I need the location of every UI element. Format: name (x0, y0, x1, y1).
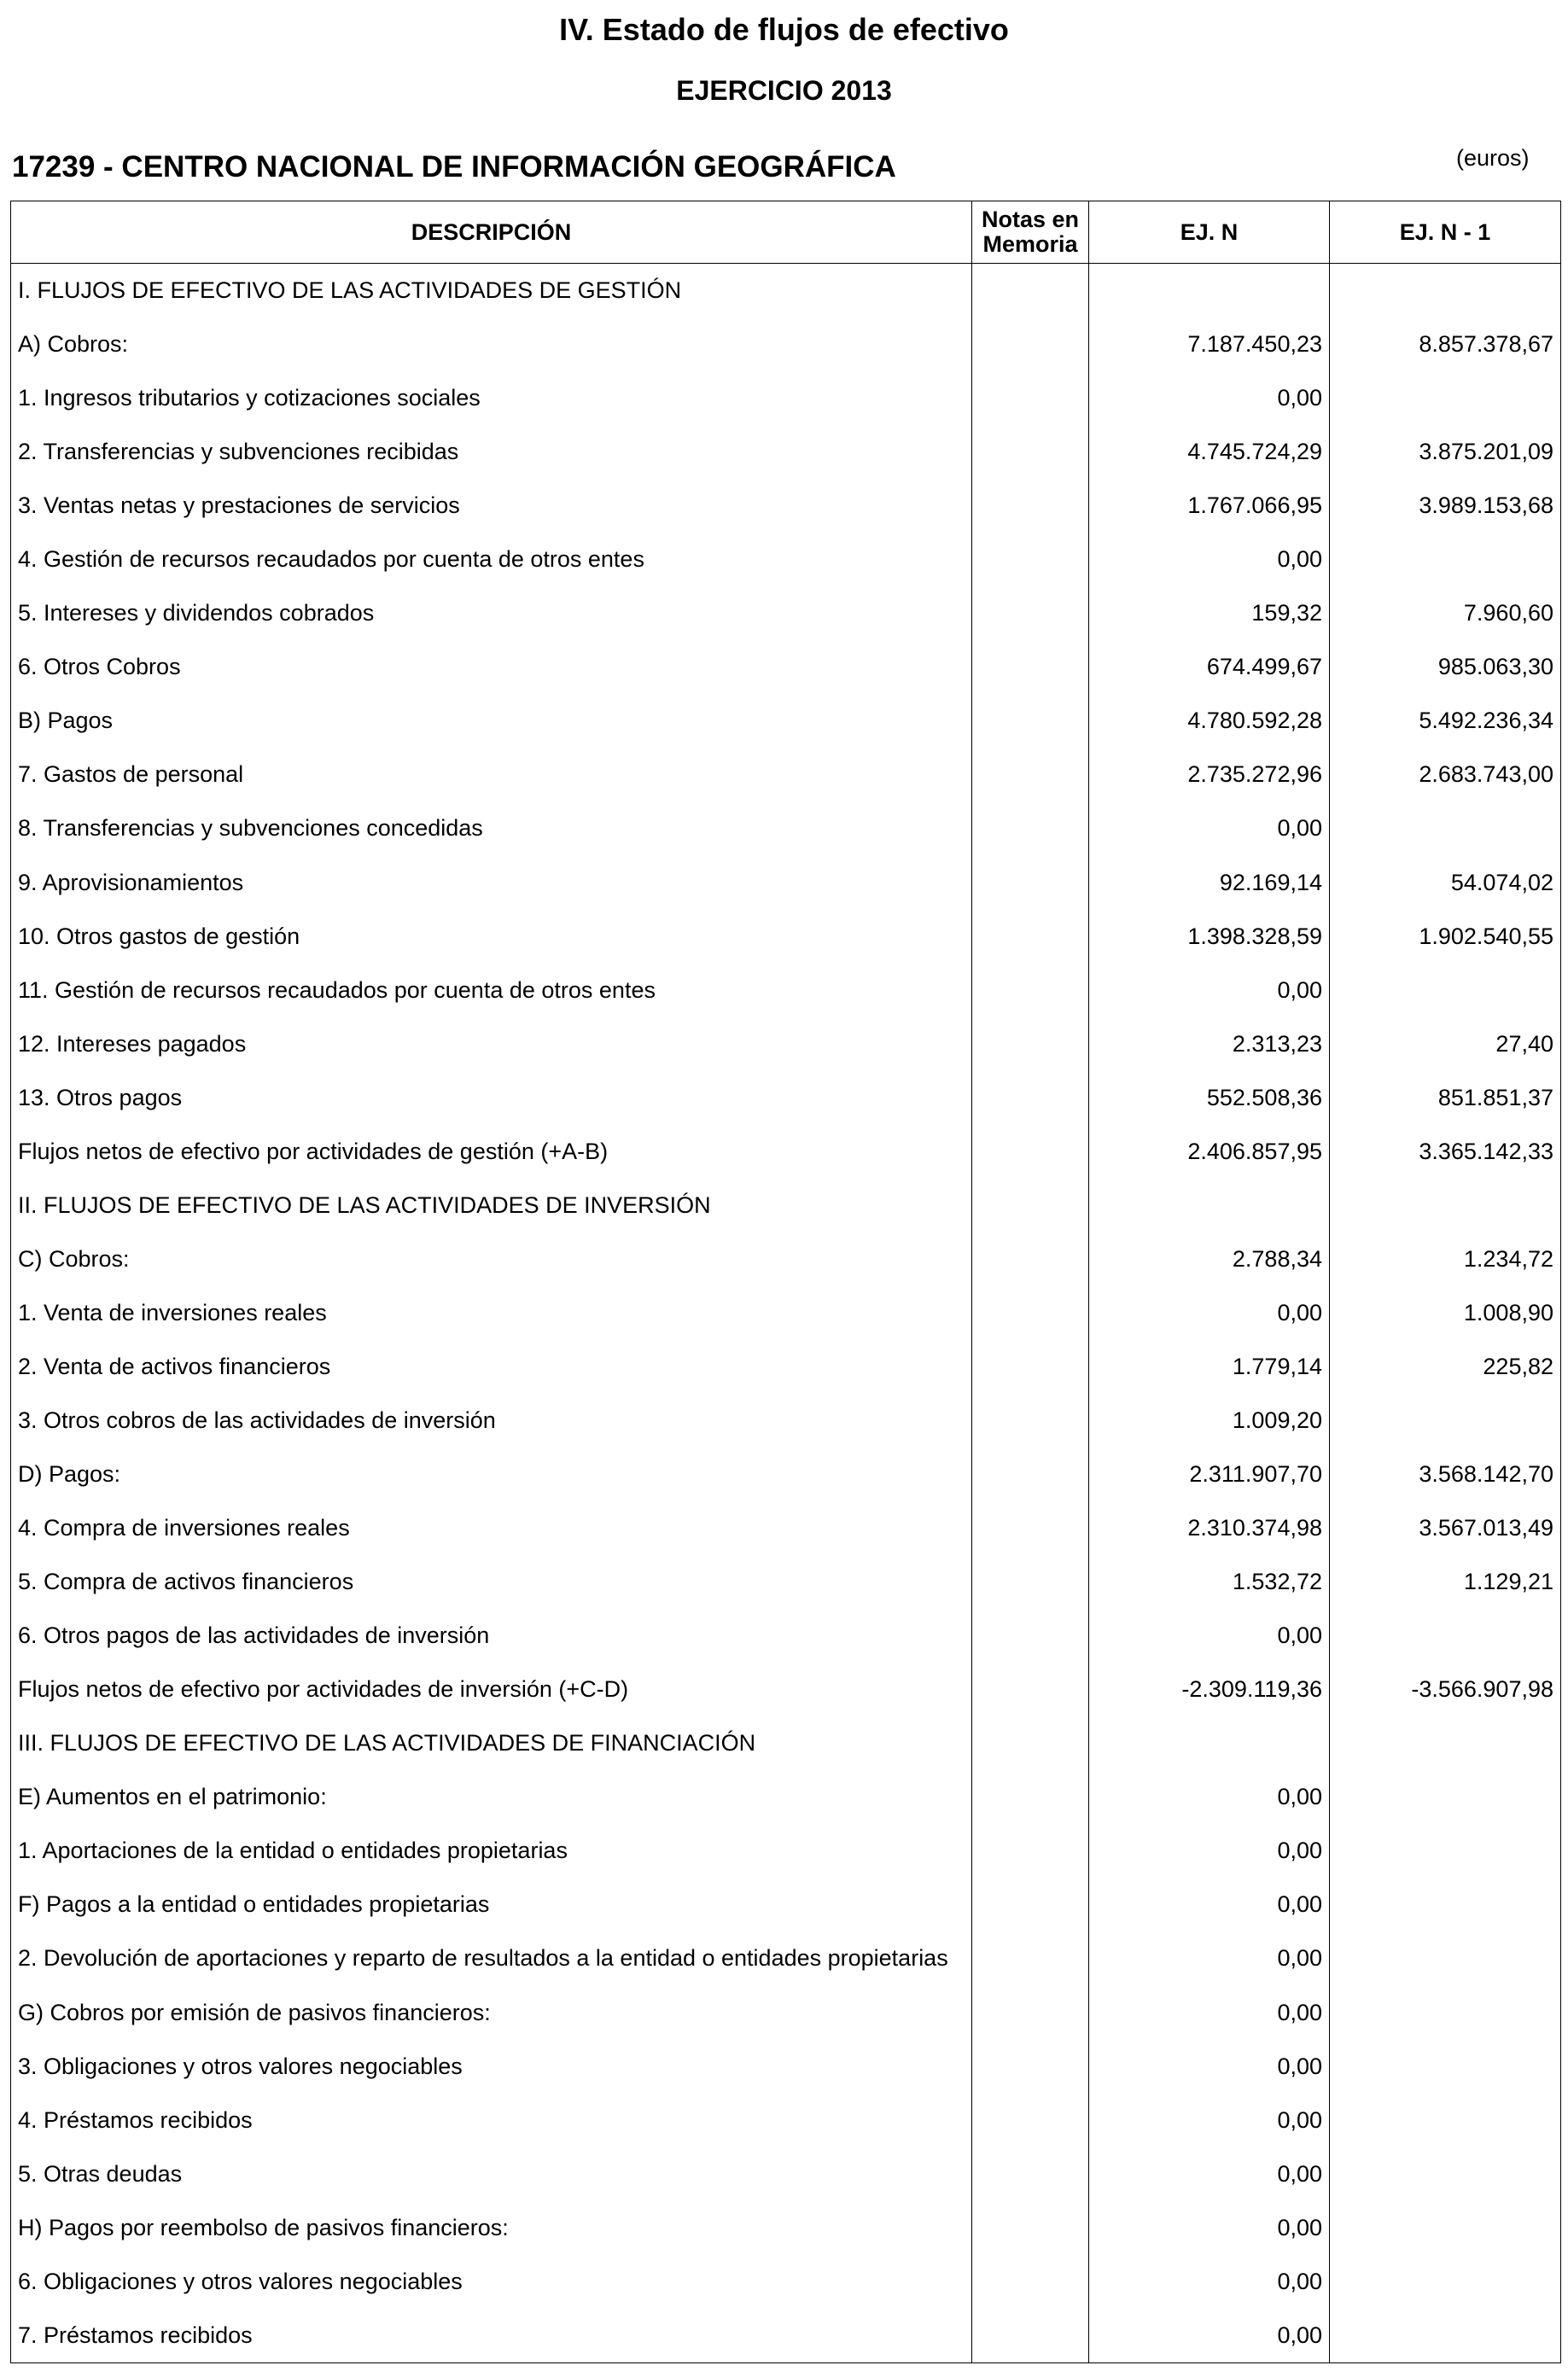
row-label: 1. Aportaciones de la entidad o entidades propietarias (11, 1824, 972, 1878)
row-label: 5. Otras deudas (11, 2147, 972, 2201)
row-notes (972, 479, 1089, 533)
row-value-current: 0,00 (1089, 1770, 1330, 1824)
row-label: 1. Venta de inversiones reales (11, 1286, 972, 1340)
units-label: (euros) (1456, 145, 1530, 171)
table-row (11, 1986, 1561, 2040)
column-header-notes (972, 201, 1089, 264)
row-label: 10. Otros gastos de gestión (11, 910, 972, 964)
table-row (11, 586, 1561, 640)
row-value-current: 2.313,23 (1089, 1017, 1330, 1071)
fiscal-year-subtitle: EJERCICIO 2013 (676, 75, 892, 106)
table-row (11, 910, 1561, 964)
row-value-current: 159,32 (1089, 586, 1330, 640)
row-label: 4. Gestión de recursos recaudados por cuenta de otros entes (11, 533, 972, 586)
row-notes (972, 264, 1089, 318)
row-notes (972, 640, 1089, 694)
row-notes (972, 2255, 1089, 2309)
table-row (11, 1017, 1561, 1071)
column-header-description: DESCRIPCIÓN (11, 201, 972, 264)
row-label: II. FLUJOS DE EFECTIVO DE LAS ACTIVIDADES DE INVERSIÓN (11, 1179, 972, 1232)
row-value-current: 0,00 (1089, 1986, 1330, 2040)
row-value-previous: 851.851,37 (1330, 1071, 1561, 1125)
row-value-previous: 7.960,60 (1330, 586, 1561, 640)
table-row (11, 1448, 1561, 1501)
row-value-previous: 985.063,30 (1330, 640, 1561, 694)
row-label: 3. Otros cobros de las actividades de inversión (11, 1394, 972, 1448)
row-label: 3. Obligaciones y otros valores negociables (11, 2040, 972, 2094)
row-value-previous: 27,40 (1330, 1017, 1561, 1071)
row-notes (972, 1286, 1089, 1340)
table-row (11, 1555, 1561, 1609)
row-value-current: -2.309.119,36 (1089, 1663, 1330, 1716)
row-value-previous (1330, 2255, 1561, 2309)
row-value-previous (1330, 1824, 1561, 1878)
row-notes (972, 1986, 1089, 2040)
row-value-current: 0,00 (1089, 2094, 1330, 2147)
table-row (11, 425, 1561, 479)
row-notes (972, 1125, 1089, 1179)
row-notes (972, 533, 1089, 586)
row-value-previous: 1.902.540,55 (1330, 910, 1561, 964)
row-value-previous: 3.989.153,68 (1330, 479, 1561, 533)
row-value-current: 4.745.724,29 (1089, 425, 1330, 479)
table-row (11, 1340, 1561, 1394)
row-value-previous (1330, 533, 1561, 586)
page-title: IV. Estado de flujos de efectivo (559, 12, 1009, 47)
row-value-current: 0,00 (1089, 1609, 1330, 1663)
row-value-current: 0,00 (1089, 1824, 1330, 1878)
row-label: 2. Venta de activos financieros (11, 1340, 972, 1394)
row-value-current: 92.169,14 (1089, 856, 1330, 910)
row-notes (972, 1232, 1089, 1286)
row-notes (972, 1555, 1089, 1609)
row-value-current: 0,00 (1089, 801, 1330, 855)
row-notes (972, 856, 1089, 910)
table-row (11, 264, 1561, 318)
row-value-previous (1330, 1986, 1561, 2040)
table-row (11, 1770, 1561, 1824)
row-value-previous (1330, 2040, 1561, 2094)
row-notes (972, 1340, 1089, 1394)
row-label: 7. Gastos de personal (11, 748, 972, 801)
column-header-notes-line2: Memoria (982, 231, 1078, 257)
table-row (11, 1824, 1561, 1878)
row-value-current (1089, 1179, 1330, 1232)
row-label: 4. Compra de inversiones reales (11, 1501, 972, 1555)
row-notes (972, 964, 1089, 1017)
row-value-current: 0,00 (1089, 2040, 1330, 2094)
row-label: 12. Intereses pagados (11, 1017, 972, 1071)
row-value-previous (1330, 1931, 1561, 1985)
table-row (11, 1716, 1561, 1770)
row-label: C) Cobros: (11, 1232, 972, 1286)
row-notes (972, 1931, 1089, 1985)
table-row (11, 748, 1561, 801)
row-label: 4. Préstamos recibidos (11, 2094, 972, 2147)
row-value-previous: 2.683.743,00 (1330, 748, 1561, 801)
row-value-previous (1330, 2309, 1561, 2363)
row-value-previous (1330, 2094, 1561, 2147)
table-row (11, 2094, 1561, 2147)
row-notes (972, 748, 1089, 801)
row-label: 6. Otros Cobros (11, 640, 972, 694)
row-notes (972, 2309, 1089, 2363)
row-value-previous (1330, 964, 1561, 1017)
table-row (11, 1609, 1561, 1663)
table-row (11, 856, 1561, 910)
row-label: 5. Intereses y dividendos cobrados (11, 586, 972, 640)
row-value-previous (1330, 264, 1561, 318)
row-value-current: 1.009,20 (1089, 1394, 1330, 1448)
row-value-previous: 8.857.378,67 (1330, 318, 1561, 371)
row-value-previous: 1.129,21 (1330, 1555, 1561, 1609)
row-label: H) Pagos por reembolso de pasivos financieros: (11, 2201, 972, 2255)
row-value-previous (1330, 1716, 1561, 1770)
row-notes (972, 1716, 1089, 1770)
row-value-previous (1330, 801, 1561, 855)
table-row (11, 533, 1561, 586)
row-notes (972, 1017, 1089, 1071)
row-value-current: 552.508,36 (1089, 1071, 1330, 1125)
row-notes (972, 801, 1089, 855)
table-row (11, 2040, 1561, 2094)
column-header-notes-line1: Notas en (981, 207, 1080, 232)
row-value-current: 0,00 (1089, 533, 1330, 586)
row-label: III. FLUJOS DE EFECTIVO DE LAS ACTIVIDADES DE FINANCIACIÓN (11, 1716, 972, 1770)
row-value-current: 0,00 (1089, 1878, 1330, 1931)
row-value-previous: 3.568.142,70 (1330, 1448, 1561, 1501)
row-notes (972, 371, 1089, 425)
row-label: 9. Aprovisionamientos (11, 856, 972, 910)
row-notes (972, 694, 1089, 748)
row-label: 7. Préstamos recibidos (11, 2309, 972, 2363)
row-notes (972, 1824, 1089, 1878)
table-row (11, 964, 1561, 1017)
row-value-previous (1330, 1394, 1561, 1448)
row-label: B) Pagos (11, 694, 972, 748)
row-value-current: 0,00 (1089, 2201, 1330, 2255)
row-label: I. FLUJOS DE EFECTIVO DE LAS ACTIVIDADES DE GESTIÓN (11, 264, 972, 318)
row-value-current: 2.406.857,95 (1089, 1125, 1330, 1179)
row-notes (972, 1071, 1089, 1125)
table-row (11, 371, 1561, 425)
column-header-current-year: EJ. N (1089, 201, 1330, 264)
row-value-current: 1.767.066,95 (1089, 479, 1330, 533)
row-label: D) Pagos: (11, 1448, 972, 1501)
row-notes (972, 1394, 1089, 1448)
table-row (11, 1394, 1561, 1448)
row-value-current: 0,00 (1089, 2309, 1330, 2363)
table-row (11, 318, 1561, 371)
table-row (11, 694, 1561, 748)
row-value-current: 0,00 (1089, 964, 1330, 1017)
row-value-current: 1.398.328,59 (1089, 910, 1330, 964)
table-header-row (11, 201, 1561, 264)
row-value-current: 2.788,34 (1089, 1232, 1330, 1286)
table-row (11, 1878, 1561, 1931)
row-notes (972, 2040, 1089, 2094)
row-label: 6. Obligaciones y otros valores negociables (11, 2255, 972, 2309)
row-label: E) Aumentos en el patrimonio: (11, 1770, 972, 1824)
row-value-previous (1330, 371, 1561, 425)
table-row (11, 2309, 1561, 2363)
row-notes (972, 1501, 1089, 1555)
row-value-previous: 225,82 (1330, 1340, 1561, 1394)
row-notes (972, 318, 1089, 371)
row-value-previous: 1.234,72 (1330, 1232, 1561, 1286)
row-value-previous: 54.074,02 (1330, 856, 1561, 910)
row-value-previous (1330, 1770, 1561, 1824)
row-value-current (1089, 264, 1330, 318)
row-value-current: 0,00 (1089, 1931, 1330, 1985)
row-notes (972, 586, 1089, 640)
row-notes (972, 1770, 1089, 1824)
row-label: 2. Devolución de aportaciones y reparto de resultados a la entidad o entidades propietarias (11, 1931, 972, 1985)
row-label: F) Pagos a la entidad o entidades propietarias (11, 1878, 972, 1931)
row-notes (972, 1878, 1089, 1931)
table-row (11, 2201, 1561, 2255)
table-row (11, 1663, 1561, 1716)
row-value-current: 1.779,14 (1089, 1340, 1330, 1394)
row-label: 13. Otros pagos (11, 1071, 972, 1125)
row-label: Flujos netos de efectivo por actividades de inversión (+C-D) (11, 1663, 972, 1716)
table-row (11, 801, 1561, 855)
row-value-current: 0,00 (1089, 2147, 1330, 2201)
row-value-current: 4.780.592,28 (1089, 694, 1330, 748)
row-notes (972, 1448, 1089, 1501)
table-row (11, 2147, 1561, 2201)
table-row (11, 1179, 1561, 1232)
row-notes (972, 2094, 1089, 2147)
row-label: 6. Otros pagos de las actividades de inversión (11, 1609, 972, 1663)
row-value-previous: 5.492.236,34 (1330, 694, 1561, 748)
table-row (11, 1501, 1561, 1555)
row-label: 2. Transferencias y subvenciones recibidas (11, 425, 972, 479)
row-label: A) Cobros: (11, 318, 972, 371)
row-value-current: 0,00 (1089, 2255, 1330, 2309)
row-label: G) Cobros por emisión de pasivos financieros: (11, 1986, 972, 2040)
table-row (11, 1931, 1561, 1985)
table-row (11, 1232, 1561, 1286)
row-label: 5. Compra de activos financieros (11, 1555, 972, 1609)
row-label: Flujos netos de efectivo por actividades de gestión (+A-B) (11, 1125, 972, 1179)
row-value-previous (1330, 1878, 1561, 1931)
cash-flow-table (10, 201, 1561, 2363)
entity-name: 17239 - CENTRO NACIONAL DE INFORMACIÓN GEOGRÁFICA (12, 150, 896, 184)
row-label: 11. Gestión de recursos recaudados por cuenta de otros entes (11, 964, 972, 1017)
row-value-current: 7.187.450,23 (1089, 318, 1330, 371)
row-value-previous: 3.365.142,33 (1330, 1125, 1561, 1179)
row-value-previous: 3.567.013,49 (1330, 1501, 1561, 1555)
row-value-current: 2.311.907,70 (1089, 1448, 1330, 1501)
row-value-previous: 3.875.201,09 (1330, 425, 1561, 479)
row-value-current: 674.499,67 (1089, 640, 1330, 694)
row-value-current: 2.310.374,98 (1089, 1501, 1330, 1555)
row-value-previous (1330, 2201, 1561, 2255)
table-row (11, 1286, 1561, 1340)
row-value-current: 0,00 (1089, 1286, 1330, 1340)
table-row (11, 1071, 1561, 1125)
row-value-previous (1330, 1609, 1561, 1663)
table-row (11, 640, 1561, 694)
row-notes (972, 910, 1089, 964)
column-header-previous-year: EJ. N - 1 (1330, 201, 1561, 264)
table-row (11, 1125, 1561, 1179)
row-value-previous (1330, 1179, 1561, 1232)
row-notes (972, 1663, 1089, 1716)
row-notes (972, 425, 1089, 479)
row-value-current: 0,00 (1089, 371, 1330, 425)
row-value-current (1089, 1716, 1330, 1770)
row-label: 3. Ventas netas y prestaciones de servicios (11, 479, 972, 533)
row-notes (972, 1609, 1089, 1663)
row-value-previous (1330, 2147, 1561, 2201)
row-notes (972, 2147, 1089, 2201)
row-value-previous: -3.566.907,98 (1330, 1663, 1561, 1716)
row-value-previous: 1.008,90 (1330, 1286, 1561, 1340)
row-value-current: 1.532,72 (1089, 1555, 1330, 1609)
row-value-current: 2.735.272,96 (1089, 748, 1330, 801)
row-notes (972, 2201, 1089, 2255)
row-label: 1. Ingresos tributarios y cotizaciones sociales (11, 371, 972, 425)
row-notes (972, 1179, 1089, 1232)
table-row (11, 2255, 1561, 2309)
row-label: 8. Transferencias y subvenciones concedidas (11, 801, 972, 855)
table-row (11, 479, 1561, 533)
